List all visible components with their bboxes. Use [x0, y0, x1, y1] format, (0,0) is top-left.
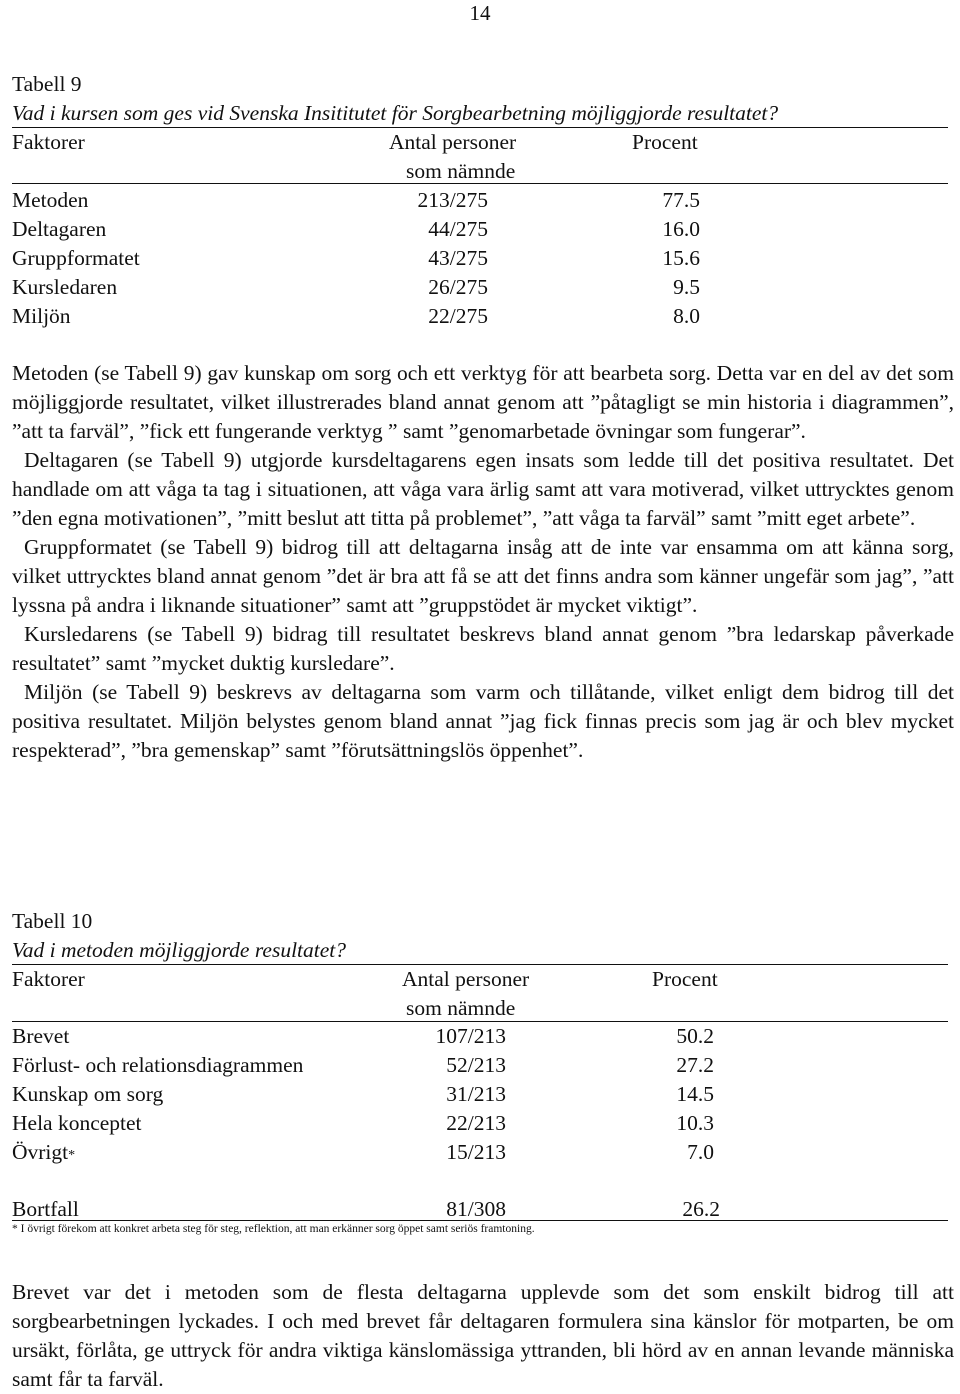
table10-cell-faktor: Kunskap om sorg: [12, 1082, 164, 1106]
table10-header-antal: Antal personer: [402, 967, 530, 991]
table9-cell-faktor: Gruppformatet: [12, 246, 140, 270]
table10-header-faktorer: Faktorer: [12, 967, 85, 991]
table9-header-antal: Antal personer: [389, 130, 517, 154]
table9-header-som-namnde: som nämnde: [406, 159, 516, 183]
table-row: [12, 273, 948, 302]
footnote-marker: *: [68, 1148, 76, 1163]
table10-bottom-rule: [12, 1220, 948, 1221]
table10-cell-faktor: Hela konceptet: [12, 1111, 142, 1135]
table9-header-procent: Procent: [632, 130, 698, 154]
table9-cell-procent: 8.0: [673, 304, 700, 328]
table10-footnote: * I övrigt förekom att konkret arbeta steg för steg, reflektion, att man erkänner sorg öppet samt seriös framtoning.: [12, 1223, 535, 1235]
table10-header-som-namnde: som nämnde: [406, 996, 516, 1020]
table-row: [12, 302, 948, 331]
table10-label: Tabell 10: [12, 909, 93, 933]
table9-cell-faktor: Metoden: [12, 188, 89, 212]
table9-body: [12, 186, 948, 331]
table9-label: Tabell 9: [12, 72, 82, 96]
paragraph-metoden: Metoden (se Tabell 9) gav kunskap om sorg och ett verktyg för att bearbeta sorg. Detta var en del av det som möjliggjorde resultatet, vilket illustrerades bland annat genom att ”påtagligt se min historia i diagrammen”, ”att ta farväl”, ”fick ett fungerande verktyg ” samt ”genomarbetade övningar som fungerar”.: [12, 361, 954, 443]
table-row: [12, 186, 948, 215]
table10-cell-procent: 10.3: [676, 1111, 714, 1135]
table9-cell-procent: 9.5: [673, 275, 700, 299]
table10-cell-antal: 107/213: [435, 1024, 506, 1048]
table9-cell-procent: 15.6: [662, 246, 700, 270]
table9-cell-antal: 26/275: [428, 275, 488, 299]
table9-cell-faktor: Deltagaren: [12, 217, 107, 241]
table-row: [12, 1080, 948, 1109]
page-number: 14: [469, 1, 491, 25]
table10-cell-procent: 50.2: [676, 1024, 714, 1048]
table10-bortfall-procent: 26.2: [682, 1197, 720, 1221]
table10-cell-faktor: Brevet: [12, 1024, 70, 1048]
table10-cell-faktor-text: Övrigt: [12, 1140, 69, 1164]
table10-bortfall-label: Bortfall: [12, 1197, 79, 1221]
table10-header-procent: Procent: [652, 967, 718, 991]
table-row: [12, 244, 948, 273]
paragraph-deltagaren: Deltagaren (se Tabell 9) utgjorde kursdeltagarens egen insats som ledde till det positiva resultatet. Det handlade om att våga ta tag i situationen, att våga vara ärlig samt att vara motiverad, vilket uttrycktes genom ”den egna motivationen”, ”mitt beslut att titta på problemet”, ”att våga ta farväl” samt ”mitt eget arbete”.: [12, 448, 954, 530]
table9-cell-antal: 213/275: [417, 188, 488, 212]
table-row: [12, 1138, 948, 1167]
paragraph-kursledarens: Kursledarens (se Tabell 9) bidrag till resultatet beskrevs bland annat genom ”bra ledarskap påverkade resultatet” samt ”mycket duktig kursledare”.: [12, 622, 954, 675]
paragraph-gruppformatet: Gruppformatet (se Tabell 9) bidrog till att deltagarna insåg att de inte var ensamma om att känna sorg, vilket uttrycktes bland annat genom ”det är bra att få se att det finns andra som känner ungefär som jag”, ”att lyssna på andra i liknande situationer” samt att ”gruppstödet är mycket viktigt”.: [12, 535, 954, 617]
table10-header: [12, 965, 948, 1023]
table9-cell-faktor: Miljön: [12, 304, 71, 328]
table10-cell-antal: 31/213: [446, 1082, 506, 1106]
table10-cell-procent: 14.5: [676, 1082, 714, 1106]
table10-caption: Vad i metoden möjliggjorde resultatet?: [12, 938, 347, 962]
table9-header-faktorer: Faktorer: [12, 130, 85, 154]
table-row: [12, 1051, 948, 1080]
table10-cell-antal: 22/213: [446, 1111, 506, 1135]
paragraph-brevet: Brevet var det i metoden som de flesta deltagarna upplevde som det som enskilt bidrog till att sorgbearbetningen lyckades. I och med brevet får deltagaren formulera sina känslor för motparten, be om ursäkt, förlåta, ge uttryck för andra viktiga känslomässiga yttranden, bli hörd av en annan levande människa samt får ta farväl.: [12, 1280, 954, 1391]
table9-header-rule: [12, 183, 948, 184]
table10-cell-antal: 15/213: [446, 1140, 506, 1164]
table9-cell-antal: 44/275: [428, 217, 488, 241]
table9-cell-faktor: Kursledaren: [12, 275, 118, 299]
table-row: [12, 215, 948, 244]
table10-cell-procent: 7.0: [687, 1140, 714, 1164]
table10-cell-faktor: Förlust- och relationsdiagrammen: [12, 1053, 304, 1077]
table-row: [12, 1109, 948, 1138]
table9-cell-antal: 22/275: [428, 304, 488, 328]
discussion-table9: [12, 359, 954, 765]
table-row: [12, 1022, 948, 1051]
table9-cell-procent: 77.5: [662, 188, 700, 212]
table10-cell-faktor: [12, 1138, 75, 1170]
table10-bortfall-antal: 81/308: [446, 1197, 506, 1221]
table9-header: [12, 128, 948, 186]
table9-cell-procent: 16.0: [662, 217, 700, 241]
table9-cell-antal: 43/275: [428, 246, 488, 270]
table10-body: [12, 1022, 948, 1167]
table10-cell-procent: 27.2: [676, 1053, 714, 1077]
paragraph-miljon: Miljön (se Tabell 9) beskrevs av deltagarna som varm och tillåtande, vilket enligt dem bidrog till det positiva resultatet. Miljön belystes genom bland annat ”jag fick finnas precis som jag är och blev mycket respekterad”, ”bra gemenskap” samt ”förutsättningslös öppenhet”.: [12, 680, 954, 762]
table10-cell-antal: 52/213: [446, 1053, 506, 1077]
discussion-table10: [12, 1278, 954, 1394]
table9-caption: Vad i kursen som ges vid Svenska Insititutet för Sorgbearbetning möjliggjorde resultatet?: [12, 101, 779, 125]
